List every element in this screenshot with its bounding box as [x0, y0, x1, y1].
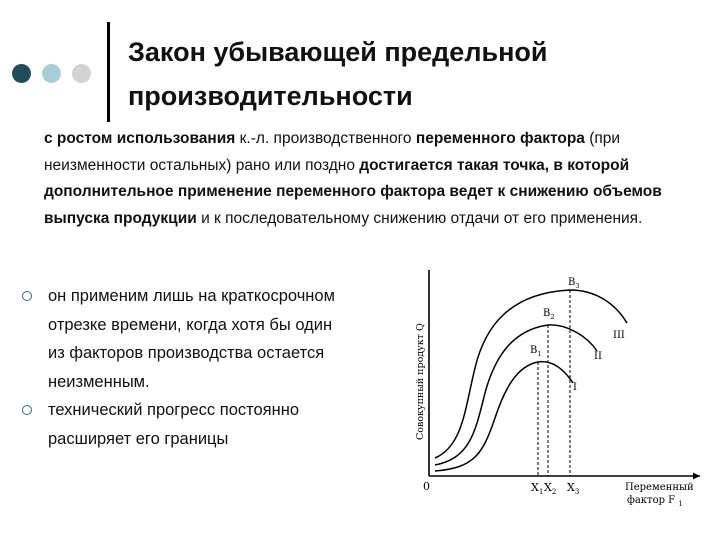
bullet-text-line: из факторов производства остается — [48, 344, 325, 362]
intro-segment: (при неизменности остальных) рано или поздно — [44, 130, 621, 174]
slide-decor-dots — [12, 64, 92, 84]
bullet-item — [18, 396, 408, 453]
curve-1 — [435, 362, 573, 471]
curve-label: I — [573, 382, 577, 393]
dot-icon — [42, 64, 61, 83]
peak-label: $B_2$ — [543, 308, 555, 321]
dot-icon — [72, 64, 91, 83]
x-axis-label-2: фактор F $_1$ — [627, 495, 683, 508]
x-axis-label: Переменный — [625, 482, 694, 493]
x-tick-label: $X_2$ — [544, 481, 557, 496]
x-tick-label: $X_3$ — [567, 481, 580, 496]
x-axis-arrow-icon — [693, 473, 700, 480]
peak-label: $B_3$ — [568, 277, 580, 290]
bullet-item — [18, 282, 408, 396]
dot-icon — [12, 64, 31, 83]
bullet-text-line: отрезке времени, когда хотя бы один — [48, 315, 333, 334]
intro-segment: и к последовательному снижению отдачи от его применения. — [196, 209, 643, 227]
production-chart — [405, 268, 710, 533]
intro-segment: переменного фактора — [415, 130, 585, 147]
title-divider — [107, 22, 110, 122]
intro-segment: с ростом использования — [44, 130, 236, 147]
x-tick-label: $X_1$ — [531, 481, 544, 496]
bullet-circle-icon — [22, 405, 32, 415]
slide-title: Закон убывающей предельной производительности — [128, 37, 548, 111]
intro-paragraph — [44, 126, 714, 232]
curve-label: II — [594, 351, 602, 362]
bullet-text-line: технический прогресс постоянно — [48, 401, 300, 419]
curve-2 — [435, 325, 597, 465]
bullet-circle-icon — [22, 291, 32, 301]
origin-label: 0 — [423, 480, 430, 493]
curve-3 — [435, 290, 627, 458]
bullet-text-line: расширяет его границы — [48, 429, 229, 448]
intro-segment: к.-л. производственного — [235, 130, 416, 147]
bullet-text-line: неизменным. — [48, 372, 150, 391]
y-axis-label: Совокупный продукт Q — [415, 323, 426, 440]
curve-label: III — [613, 330, 625, 341]
intro-segment: достигается такая точка, в которой дополнительное применение переменного фактора ведет к снижению объемов выпуска продукции — [44, 156, 662, 227]
peak-label: $B_1$ — [530, 345, 542, 358]
bullet-text-line: он применим лишь на краткосрочном — [48, 287, 335, 305]
bullet-list — [18, 282, 408, 453]
